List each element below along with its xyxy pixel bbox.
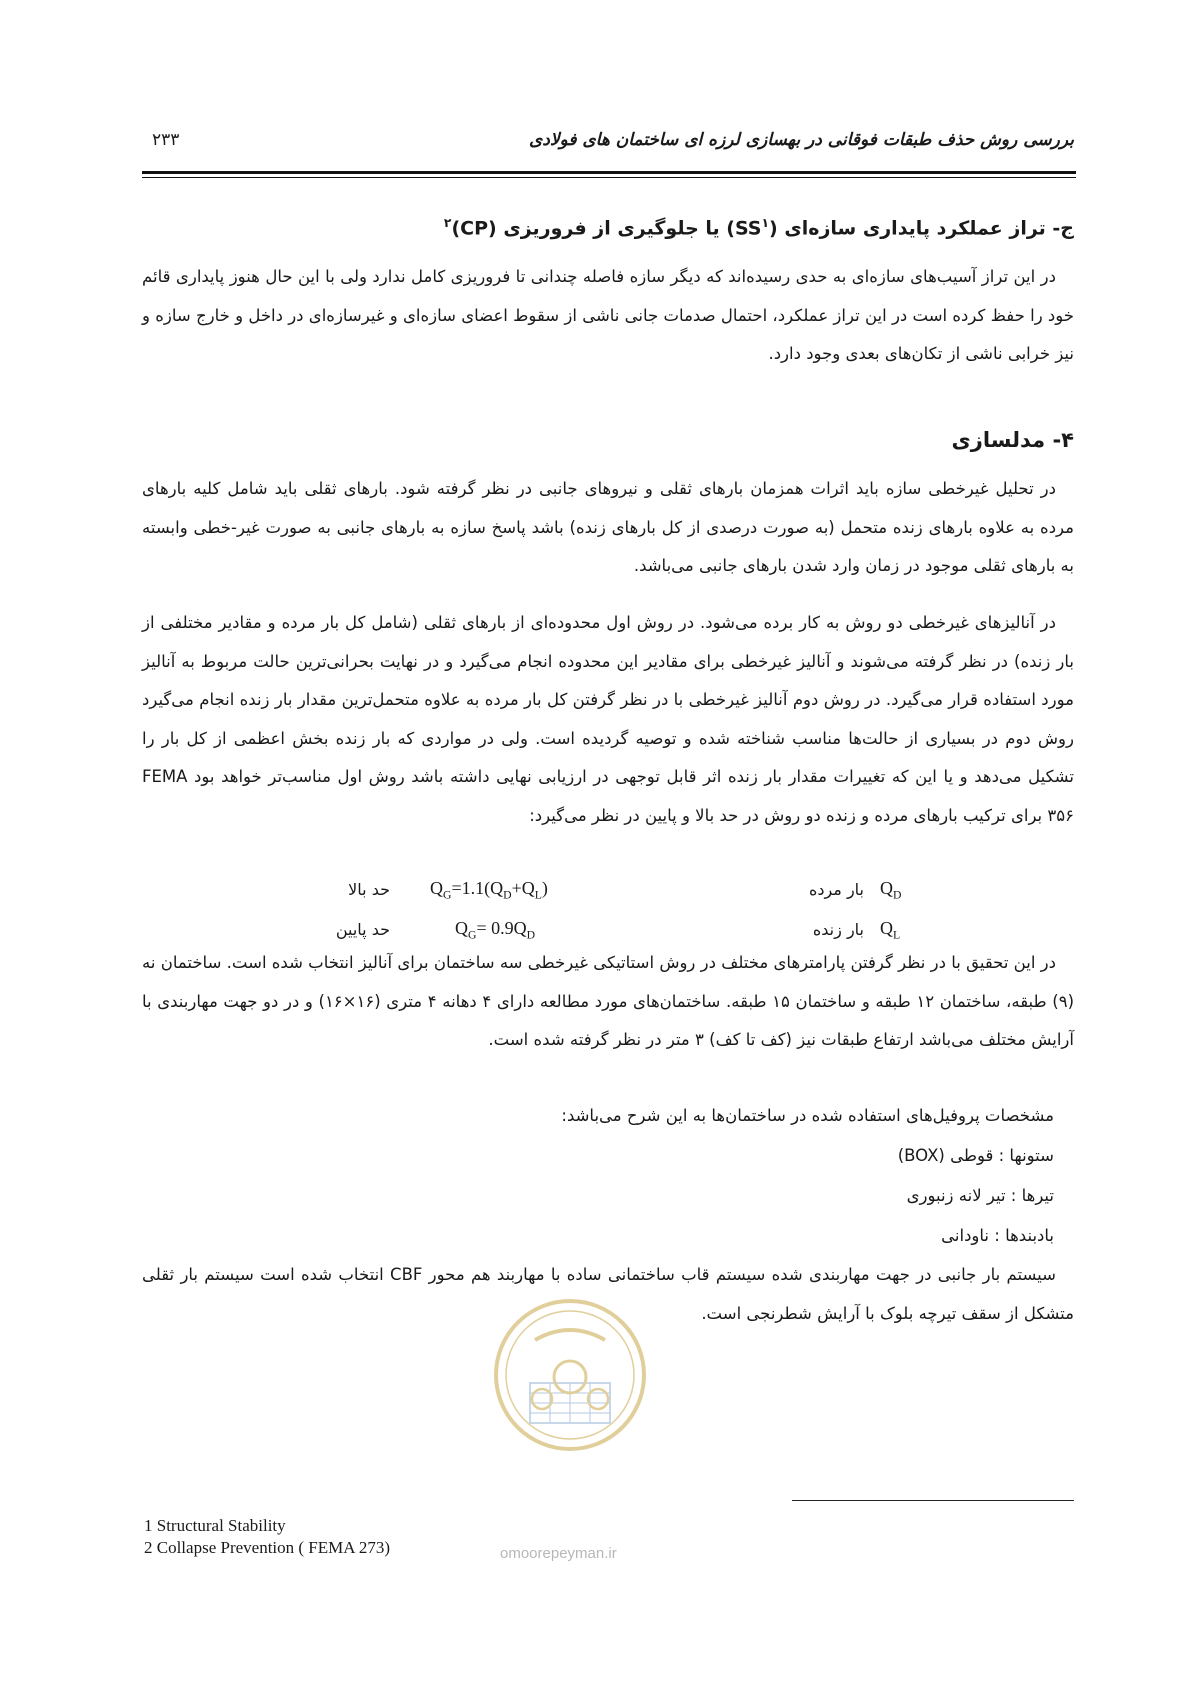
lower-limit-formula: $Q_G= 0.9Q_D$ — [455, 918, 536, 942]
footnote-rule — [792, 1500, 1074, 1501]
section-4-heading: ۴- مدلسازی — [951, 428, 1074, 452]
profile-beams: تیرها : تیر لانه زنبوری — [906, 1186, 1054, 1205]
running-title: بررسی روش حذف طبقات فوقانی در بهسازی لرزه ای ساختمان های فولادی — [528, 130, 1074, 150]
footnote-1: 1 Structural Stability — [144, 1516, 286, 1535]
lower-limit-label: حد پایین — [335, 920, 390, 939]
header-rule-thin — [142, 177, 1076, 178]
header-rule-thick — [142, 171, 1076, 174]
watermark-logo — [490, 1295, 650, 1455]
profile-columns: ستونها : قوطی (BOX) — [897, 1146, 1054, 1165]
section-4-paragraph-2: در آنالیزهای غیرخطی دو روش به کار برده می‌شود. در روش اول محدوده‌ای از بارهای ثقلی (شامل کل بار مرده و مقادیر مختلفی از بار زنده) در نظر گرفته می‌شوند و آنالیز غیرخطی برای مقادیر این محدوده انجام می‌گیرد و در نهایت بحرانی‌ترین حالت مربوط به آنالیز مورد استفاده قرار می‌گیرد. در روش دوم آنالیز غیرخطی با در نظر گرفتن کل بار مرده به علاوه متحمل‌ترین مقدار بار زنده انجام می‌گیرد روش دوم در بسیاری از حالت‌ها مناسب شناخته شده و توصیه گردیده است. ولی در مواردی که بار زنده بخش اعظمی از کل بار را تشکیل می‌دهد و یا این که تغییرات مقدار بار زنده اثر قابل توجهی در ارزیابی نهایی داشته باشد روش اول مناسب‌تر خواهد بود FEMA ۳۵۶ برای ترکیب بارهای مرده و زنده دو روش در حد بالا و پایین در نظر می‌گیرد: — [142, 613, 1074, 825]
section-4-paragraph-3: در این تحقیق با در نظر گرفتن پارامترهای مختلف در روش استاتیکی غیرخطی سه ساختمان برای آنالیز انتخاب شده است. ساختمان نه (۹) طبقه، ساختمان ۱۲ طبقه و ساختمان ۱۵ طبقه. ساختمان‌های مورد مطالعه دارای ۴ دهانه ۴ متری (۱۶×۱۶) و در دو جهت مهاربندی با آرایش مختلف می‌باشد ارتفاع طبقات نیز (کف تا کف) ۳ متر در نظر گرفته شده است. — [142, 953, 1075, 1049]
live-load-symbol: $Q_L$ — [880, 918, 901, 942]
section-c-heading-pre: ج- تراز عملکرد پایداری سازه‌ای (SS — [734, 217, 1074, 240]
footnote-2: 2 Collapse Prevention ( FEMA 273) — [144, 1538, 391, 1557]
section-c-heading-mid: ) یا جلوگیری از فروریزی (CP) — [451, 217, 735, 240]
upper-limit-label: حد بالا — [348, 880, 390, 899]
footnote-ref-1: ۱ — [761, 216, 770, 230]
section-4-paragraph-1: در تحلیل غیرخطی سازه باید اثرات همزمان بارهای ثقلی و نیروهای جانبی در نظر گرفته شود. بارهای ثقلی باید شامل کلیه بارهای مرده به علاوه بارهای زنده متحمل (به صورت درصدی از کل بارهای زنده) باشد پاسخ سازه به بارهای جانبی به صورت غیر-خطی وابسته به بارهای ثقلی موجود در زمان وارد شدن بارهای جانبی می‌باشد. — [142, 479, 1074, 575]
dead-load-symbol: $Q_D$ — [880, 878, 902, 902]
upper-limit-formula: $Q_G=1.1(Q_D+Q_L)$ — [430, 878, 548, 902]
section-c-heading — [444, 216, 1074, 239]
watermark-site: omoorepeyman.ir — [500, 1545, 617, 1562]
page-number: ۲۳۳ — [152, 130, 180, 150]
dead-load-label: بار مرده — [808, 880, 864, 899]
live-load-label: بار زنده — [812, 920, 864, 939]
footnote-ref-2: ۲ — [443, 216, 452, 230]
section-4-paragraph-4: سیستم بار جانبی در جهت مهاربندی شده سیستم قاب ساختمانی ساده با مهاربند هم محور CBF انتخاب شده است سیستم بار ثقلی متشکل از سقف تیرچه بلوک با آرایش شطرنجی است. — [142, 1265, 1074, 1323]
section-c-paragraph: در این تراز آسیب‌های سازه‌ای به حدی رسیده‌اند که دیگر سازه فاصله چندانی تا فروریزی کامل ندارد ولی با این حال هنوز پایداری قائم خود را حفظ کرده است در این تراز عملکرد، احتمال صدمات جانی ناشی از سقوط اعضای سازه‌ای و غیرسازه‌ای در داخل و خارج سازه و نیز خرابی ناشی از تکان‌های بعدی وجود دارد. — [142, 267, 1074, 363]
profiles-intro: مشخصات پروفیل‌های استفاده شده در ساختمان‌ها به این شرح می‌باشد: — [561, 1106, 1054, 1125]
profile-braces: بادبندها : ناودانی — [941, 1226, 1054, 1245]
